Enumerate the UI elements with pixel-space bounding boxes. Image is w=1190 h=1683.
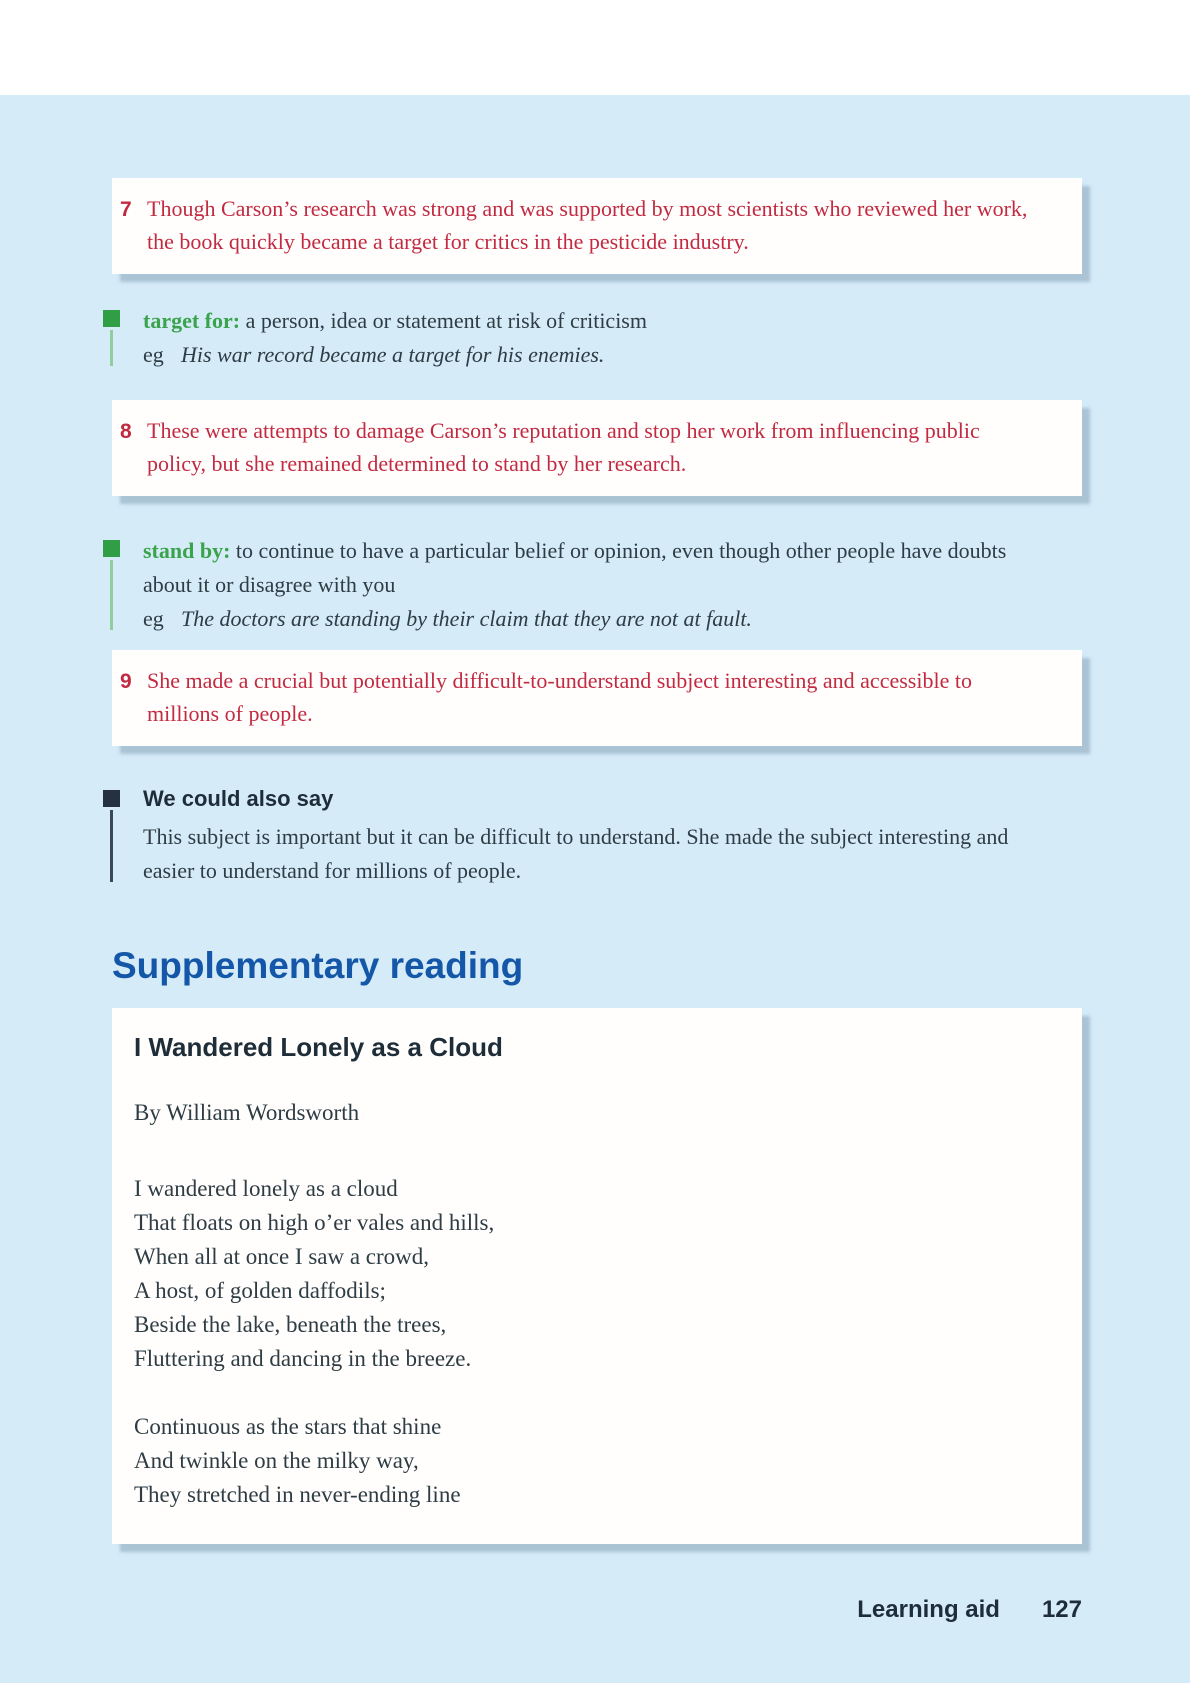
sentence-number: 8 (120, 420, 132, 443)
vocab-definition: a person, idea or statement at risk of criticism (245, 308, 647, 333)
poem-line: Continuous as the stars that shine (134, 1414, 442, 1439)
poem-line: When all at once I saw a crowd, (134, 1244, 430, 1269)
dark-vertical-rule (110, 810, 113, 882)
sentence-card-9 (112, 650, 1082, 746)
section-heading-supplementary-reading: Supplementary reading (112, 945, 524, 986)
sentence-number: 9 (120, 670, 132, 693)
footer-section-label: Learning aid (857, 1596, 1000, 1623)
sentence-text: These were attempts to damage Carson’s reputation and stop her work from influencing public policy, but she remained determined to stand by her research. (147, 418, 980, 476)
poem-stanza-2 (134, 1410, 1052, 1512)
vocab-example: His war record became a target for his enemies. (181, 342, 605, 367)
page-body (0, 95, 1190, 1683)
footer-page-number: 127 (1041, 1596, 1082, 1623)
green-square-bullet-icon (103, 310, 120, 327)
sentence-card-8 (112, 400, 1082, 496)
sentence-card-7 (112, 178, 1082, 274)
vocab-example: The doctors are standing by their claim that they are not at fault. (181, 606, 752, 631)
green-vertical-rule (110, 560, 113, 630)
page-footer (0, 1596, 1082, 1624)
vocab-entry-stand-by (112, 534, 1052, 636)
green-square-bullet-icon (103, 540, 120, 557)
poem-line: A host, of golden daffodils; (134, 1278, 386, 1303)
note-we-could-also-say (112, 784, 1052, 888)
poem-line: And twinkle on the milky way, (134, 1448, 419, 1473)
top-margin-strip (0, 0, 1190, 95)
eg-label: eg (143, 342, 164, 367)
poem-line: Fluttering and dancing in the breeze. (134, 1346, 472, 1371)
sentence-number: 7 (120, 198, 132, 221)
poem-card (112, 1008, 1082, 1544)
poem-byline: By William Wordsworth (134, 1100, 360, 1125)
poem-title: I Wandered Lonely as a Cloud (134, 1032, 503, 1062)
vocab-term: stand by: (143, 538, 231, 563)
vocab-entry-target-for (112, 304, 1052, 372)
dark-square-bullet-icon (103, 790, 120, 807)
sentence-text: Though Carson’s research was strong and was supported by most scientists who reviewed her work, the book quickly became a target for critics in the pesticide industry. (147, 196, 1028, 254)
vocab-definition-line (143, 534, 1052, 602)
vocab-term: target for: (143, 308, 241, 333)
poem-line: Beside the lake, beneath the trees, (134, 1312, 447, 1337)
eg-label: eg (143, 606, 164, 631)
green-vertical-rule (110, 330, 113, 366)
vocab-definition: to continue to have a particular belief or opinion, even though other people have doubts about it or disagree with you (143, 538, 1007, 597)
numbered-sentence (112, 192, 1044, 258)
vocab-example-line (143, 602, 1052, 636)
note-text: This subject is important but it can be difficult to understand. She made the subject interesting and easier to understand for millions of people. (143, 824, 1009, 883)
poem-line: They stretched in never-ending line (134, 1482, 461, 1507)
poem-line: That floats on high o’er vales and hills, (134, 1210, 495, 1235)
vocab-example-line (143, 338, 1052, 372)
numbered-sentence (112, 664, 1044, 730)
poem-stanza-1 (134, 1172, 1052, 1376)
poem-line: I wandered lonely as a cloud (134, 1176, 398, 1201)
vocab-definition-line (143, 304, 1052, 338)
sentence-text: She made a crucial but potentially difficult-to-understand subject interesting and accessible to millions of people. (147, 668, 972, 726)
numbered-sentence (112, 414, 1044, 480)
note-heading: We could also say (143, 786, 334, 811)
